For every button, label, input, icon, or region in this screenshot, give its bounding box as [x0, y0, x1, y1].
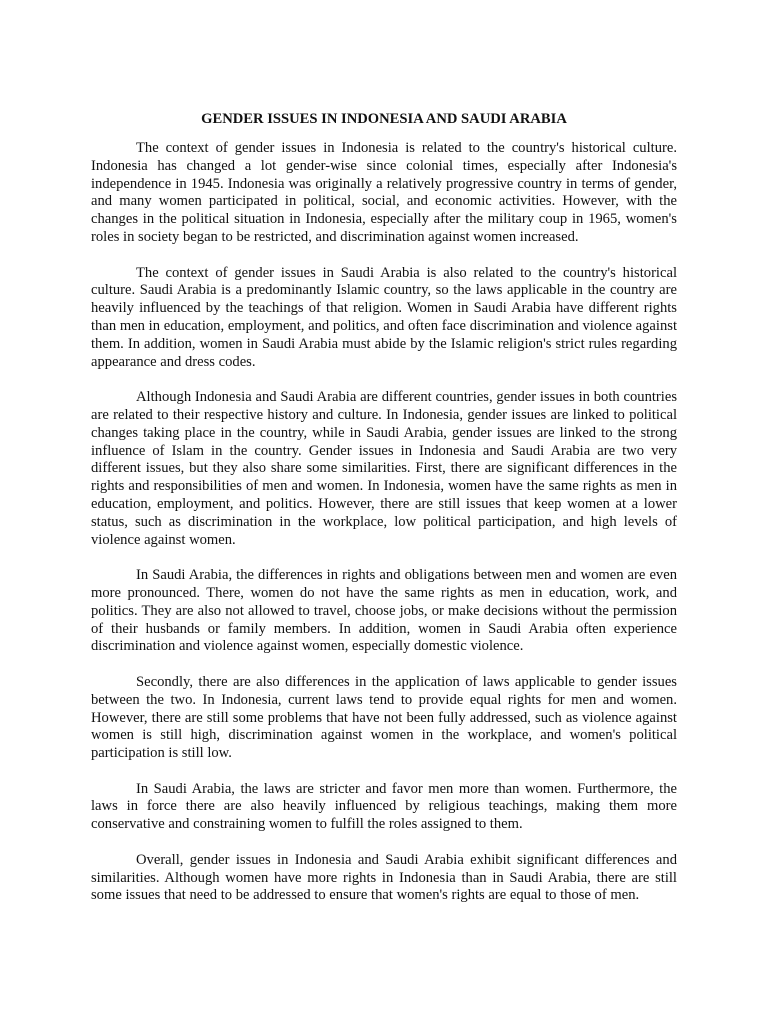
paragraph-7: Overall, gender issues in Indonesia and Saudi Arabia exhibit significant differences and similarities. Although women have more rights in Indonesia than in Saudi Arabia, there are still some issues that need to be addressed to ensure that women's rights are equal to those of men. [91, 851, 677, 904]
paragraph-5: Secondly, there are also differences in the application of laws applicable to gender issues between the two. In Indonesia, current laws tend to provide equal rights for men and women. However, there are still some problems that have not been fully addressed, such as violence against women is still high, discrimination against women in the workplace, and women's political participation is still low. [91, 673, 677, 762]
paragraph-2: The context of gender issues in Saudi Arabia is also related to the country's historical culture. Saudi Arabia is a predominantly Islamic country, so the laws applicable in the country are heavily influenced by the teachings of that religion. Women in Saudi Arabia have different rights than men in education, employment, and politics, and often face discrimination and violence against them. In addition, women in Saudi Arabia must abide by the Islamic religion's strict rules regarding appearance and dress codes. [91, 264, 677, 370]
paragraph-4: In Saudi Arabia, the differences in rights and obligations between men and women are even more pronounced. There, women do not have the same rights as men in education, work, and politics. They are also not allowed to travel, choose jobs, or make decisions without the permission of their husbands or family members. In addition, women in Saudi Arabia often experience discrimination and violence against women, especially domestic violence. [91, 567, 677, 655]
document-title: GENDER ISSUES IN INDONESIA AND SAUDI ARABIA [201, 111, 567, 127]
paragraph-6: In Saudi Arabia, the laws are stricter and favor men more than women. Furthermore, the laws in force there are also heavily influenced by religious teachings, making them more conservative and constraining women to fulfill the roles assigned to them. [91, 780, 677, 833]
document-page [91, 110, 677, 923]
paragraph-1: The context of gender issues in Indonesia is related to the country's historical culture. Indonesia has changed a lot gender-wise since colonial times, especially after Indonesia's independence in 1945. Indonesia was originally a relatively progressive country in terms of gender, and many women participated in political, social, and economic activities. However, with the changes in the political situation in Indonesia, especially after the military coup in 1965, women's roles in society began to be restricted, and discrimination against women increased. [91, 140, 677, 245]
paragraph-3: Although Indonesia and Saudi Arabia are different countries, gender issues in both countries are related to their respective history and culture. In Indonesia, gender issues are linked to political changes taking place in the country, while in Saudi Arabia, gender issues are linked to the strong influence of Islam in the country. Gender issues in Indonesia and Saudi Arabia are two very different issues, but they also share some similarities. First, there are significant differences in the rights and responsibilities of men and women. In Indonesia, women have the same rights as men in education, employment, and politics. However, there are still issues that keep women at a lower status, such as discrimination in the workplace, low political participation, and high levels of violence against women. [91, 389, 677, 548]
